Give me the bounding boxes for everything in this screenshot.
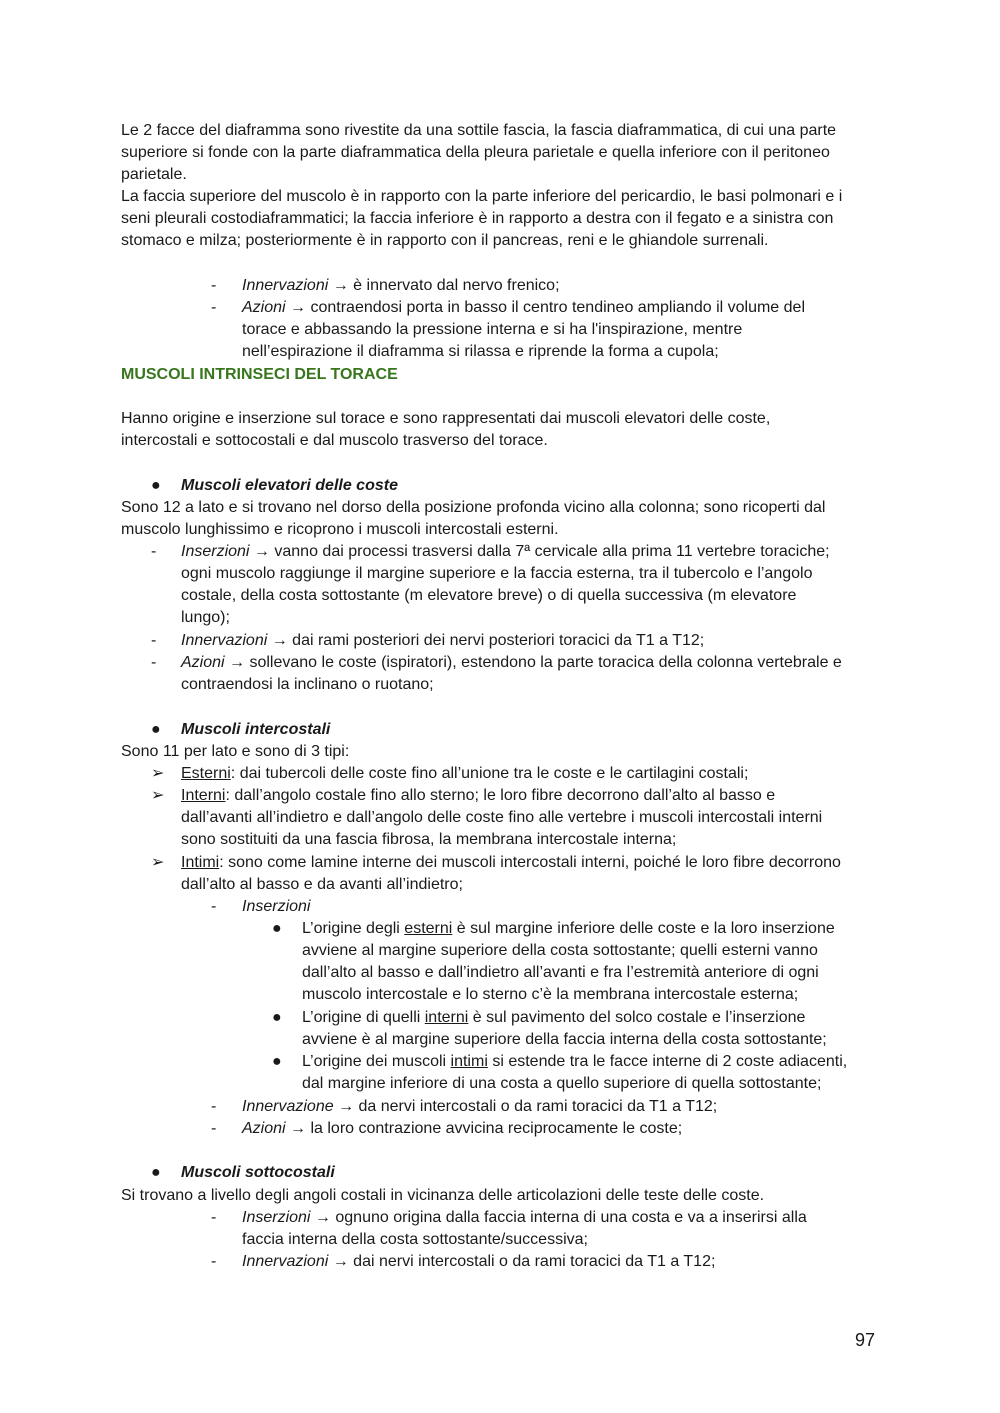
intercostali-azioni bbox=[242, 1118, 682, 1140]
inserzione-interni-cont: avviene è al margine superiore della faccia interna della costa sottostante; bbox=[302, 1031, 827, 1048]
label: Azioni bbox=[242, 299, 286, 316]
sottocostali-desc: Si trovano a livello degli angoli costali in vicinanza delle articolazioni delle teste delle coste. bbox=[121, 1187, 765, 1204]
subsection-title: Muscoli sottocostali bbox=[181, 1164, 335, 1181]
elevatori-inserzioni-cont: costale, della costa sottostante (m elevatore breve) o di quella successiva (m elevatore bbox=[181, 587, 797, 604]
underlined: intimi bbox=[450, 1053, 488, 1070]
arrow-bullet-marker: ➢ bbox=[151, 787, 165, 804]
intercostali-innervazione bbox=[242, 1096, 717, 1118]
text: → sollevano le coste (ispiratori), estendono la parte toracica della colonna vertebrale e bbox=[224, 654, 842, 671]
text: → da nervi intercostali o da rami toracici da T1 a T12; bbox=[333, 1098, 718, 1115]
inserzione-interni bbox=[302, 1007, 805, 1029]
intro-line: superiore si fonde con la parte diaframmatica della pleura parietale e quella inferiore con il peritoneo bbox=[121, 144, 830, 161]
label: Azioni bbox=[181, 654, 225, 671]
arrow-bullet-marker: ➢ bbox=[151, 765, 165, 782]
dash-marker: - bbox=[151, 654, 157, 671]
dash-marker: - bbox=[211, 299, 217, 316]
inserzione-intimi bbox=[302, 1051, 847, 1073]
dash-marker: - bbox=[211, 898, 217, 915]
inserzione-esterni-cont: muscolo intercostale e lo sterno c’è la membrana intercostale esterna; bbox=[302, 986, 799, 1003]
label: Interni bbox=[181, 787, 226, 804]
text: : dall’angolo costale fino allo sterno; le loro fibre decorrono dall’alto al basso e bbox=[225, 787, 776, 804]
intercostali-interni-cont: dall’avanti all’indietro e dall’angolo delle coste fino alle vertebre i muscoli intercostali interni bbox=[181, 809, 823, 826]
underlined: esterni bbox=[404, 920, 453, 937]
diaframma-innervazioni bbox=[242, 275, 560, 297]
subsection-title: Muscoli elevatori delle coste bbox=[181, 477, 398, 494]
label: Esterni bbox=[181, 765, 231, 782]
label: Inserzioni bbox=[181, 543, 250, 560]
bullet-marker: ● bbox=[151, 1164, 161, 1181]
intercostali-interni bbox=[181, 785, 775, 807]
text: → vanno dai processi trasversi dalla 7ª cervicale alla prima 11 vertebre toraciche; bbox=[249, 543, 830, 560]
diaframma-azioni-cont: torace e abbassando la pressione interna e si ha l'inspirazione, mentre bbox=[242, 321, 743, 338]
elevatori-inserzioni-cont: lungo); bbox=[181, 609, 230, 626]
intro-line: Le 2 facce del diaframma sono rivestite da una sottile fascia, la fascia diaframmatica, di cui una parte bbox=[121, 122, 837, 139]
label: Innervazioni bbox=[181, 632, 268, 649]
elevatori-azioni-cont: contraendosi la inclinano o ruotano; bbox=[181, 676, 434, 693]
intercostali-esterni bbox=[181, 763, 748, 785]
text: è sul pavimento del solco costale e l’inserzione bbox=[468, 1009, 806, 1026]
inserzione-intimi-cont: dal margine inferiore di una costa a quello superiore di quella sottostante; bbox=[302, 1075, 822, 1092]
label: Azioni bbox=[242, 1120, 286, 1137]
inserzione-esterni bbox=[302, 918, 835, 940]
label: Innervazioni bbox=[242, 277, 329, 294]
label: Innervazione bbox=[242, 1098, 334, 1115]
elevatori-inserzioni bbox=[181, 541, 830, 563]
dash-marker: - bbox=[211, 1253, 217, 1270]
intercostali-intimi bbox=[181, 852, 841, 874]
intro-line: La faccia superiore del muscolo è in rapporto con la parte inferiore del pericardio, le basi polmonari e i bbox=[121, 188, 843, 205]
diaframma-azioni bbox=[242, 297, 805, 319]
intercostali-intimi-cont: dall’alto al basso e da avanti all’indietro; bbox=[181, 876, 463, 893]
arrow-bullet-marker: ➢ bbox=[151, 854, 165, 871]
inserzione-esterni-cont: dall’alto al basso e dall’indietro all’avanti e fra l’estremità anteriore di ogni bbox=[302, 964, 819, 981]
intro-line: seni pleurali costodiaframmatici; la faccia inferiore è in rapporto a destra con il fegato e a sinistra con bbox=[121, 210, 834, 227]
text: si estende tra le facce interne di 2 coste adiacenti, bbox=[487, 1053, 848, 1070]
text: è sul margine inferiore delle coste e la loro inserzione bbox=[452, 920, 835, 937]
text: L’origine di quelli bbox=[302, 1009, 425, 1026]
section-paragraph: Hanno origine e inserzione sul torace e sono rappresentati dai muscoli elevatori delle coste, bbox=[121, 410, 771, 427]
dash-marker: - bbox=[211, 1120, 217, 1137]
label: Innervazioni bbox=[242, 1253, 329, 1270]
text: : sono come lamine interne dei muscoli intercostali interni, poiché le loro fibre decorrono bbox=[219, 854, 841, 871]
bullet-marker: ● bbox=[151, 721, 161, 738]
label: Intimi bbox=[181, 854, 220, 871]
dash-marker: - bbox=[211, 1098, 217, 1115]
dash-marker: - bbox=[211, 1209, 217, 1226]
dash-marker: - bbox=[211, 277, 217, 294]
text: → ognuno origina dalla faccia interna di una costa e va a inserirsi alla bbox=[310, 1209, 807, 1226]
text: L’origine dei muscoli bbox=[302, 1053, 451, 1070]
section-paragraph: intercostali e sottocostali e dal muscolo trasverso del torace. bbox=[121, 432, 548, 449]
elevatori-desc: muscolo lunghissimo e ricoprono i muscoli intercostali esterni. bbox=[121, 521, 559, 538]
intercostali-interni-cont: sono sostituiti da una fascia fibrosa, la membrana intercostale interna; bbox=[181, 831, 677, 848]
section-heading: MUSCOLI INTRINSECI DEL TORACE bbox=[121, 366, 398, 383]
dash-marker: - bbox=[151, 632, 157, 649]
text: → contraendosi porta in basso il centro tendineo ampliando il volume del bbox=[285, 299, 805, 316]
elevatori-innervazioni bbox=[181, 630, 704, 652]
underlined: interni bbox=[424, 1009, 469, 1026]
elevatori-inserzioni-cont: ogni muscolo raggiunge il margine superiore e la faccia esterna, tra il tubercolo e l’angolo bbox=[181, 565, 813, 582]
bullet-marker: ● bbox=[151, 477, 161, 494]
text: → la loro contrazione avvicina reciprocamente le coste; bbox=[285, 1120, 683, 1137]
sottocostali-innervazioni bbox=[242, 1251, 715, 1273]
diaframma-azioni-cont: nell’espirazione il diaframma si rilassa e riprende la forma a cupola; bbox=[242, 343, 719, 360]
intro-line: parietale. bbox=[121, 166, 187, 183]
subsection-title: Muscoli intercostali bbox=[181, 721, 331, 738]
label: Inserzioni bbox=[242, 1209, 311, 1226]
elevatori-azioni bbox=[181, 652, 842, 674]
text: : dai tubercoli delle coste fino all’unione tra le coste e le cartilagini costali; bbox=[230, 765, 749, 782]
page-number: 97 bbox=[855, 1330, 876, 1350]
text: → dai rami posteriori dei nervi posteriori toracici da T1 a T12; bbox=[267, 632, 705, 649]
dash-marker: - bbox=[151, 543, 157, 560]
sottocostali-inserzioni bbox=[242, 1207, 807, 1229]
text: L’origine degli bbox=[302, 920, 405, 937]
sottocostali-inserzioni-cont: faccia interna della costa sottostante/successiva; bbox=[242, 1231, 588, 1248]
intercostali-desc: Sono 11 per lato e sono di 3 tipi: bbox=[121, 743, 350, 760]
elevatori-desc: Sono 12 a lato e si trovano nel dorso della posizione profonda vicino alla colonna; sono ricoperti dal bbox=[121, 499, 826, 516]
text: → è innervato dal nervo frenico; bbox=[328, 277, 560, 294]
intercostali-inserzioni-label: Inserzioni bbox=[242, 898, 311, 915]
text: → dai nervi intercostali o da rami toracici da T1 a T12; bbox=[328, 1253, 716, 1270]
bullet-marker: ● bbox=[272, 920, 282, 937]
inserzione-esterni-cont: avviene al margine superiore della costa sottostante; quelli esterni vanno bbox=[302, 942, 818, 959]
bullet-marker: ● bbox=[272, 1053, 282, 1070]
intro-line: stomaco e milza; posteriormente è in rapporto con il pancreas, reni e le ghiandole surrenali. bbox=[121, 232, 769, 249]
bullet-marker: ● bbox=[272, 1009, 282, 1026]
